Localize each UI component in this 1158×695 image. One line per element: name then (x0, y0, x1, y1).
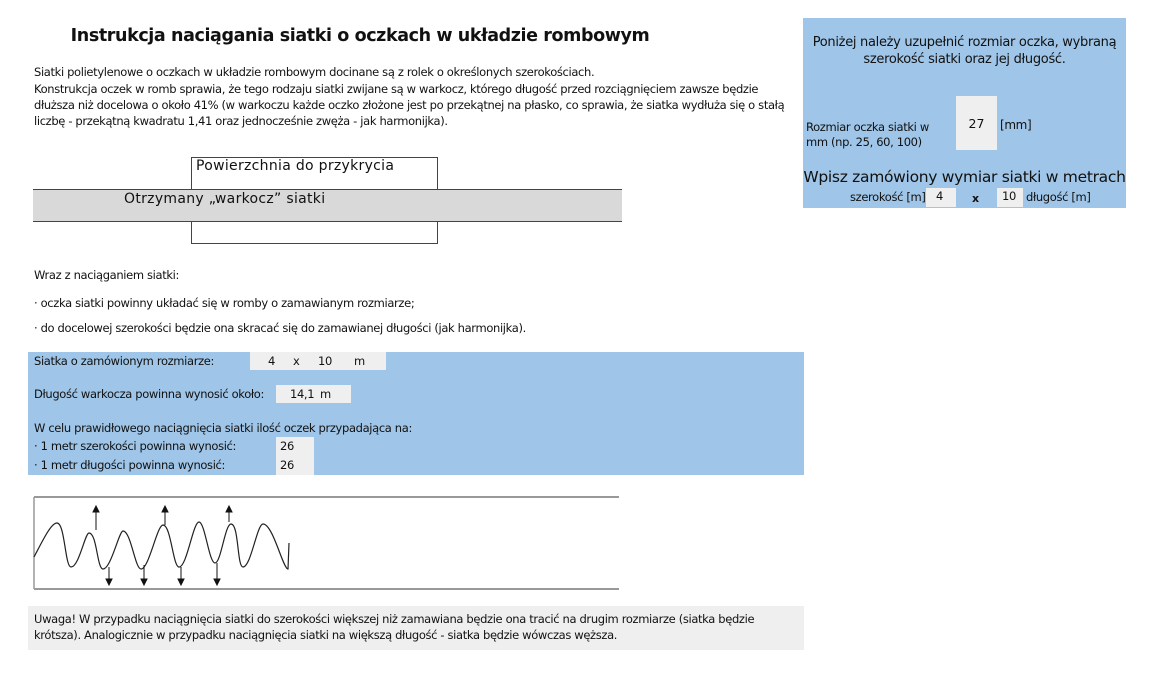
page-title: Instrukcja naciągania siatki o oczkach w układzie rombowym (70, 26, 650, 46)
arrow-down-icon (178, 567, 184, 585)
intro-line: liczbę - przekątną kwadratu 1,41 oraz jednocześnie zwęża - jak harmonijka). (34, 114, 448, 128)
results-panel (28, 352, 804, 475)
mesh-size-label-line: mm (np. 25, 60, 100) (806, 135, 922, 149)
unit-m: m (354, 354, 365, 368)
per-width-label: · 1 metr szerokości powinna wynosić: (34, 439, 237, 453)
arrow-up-icon (226, 506, 232, 522)
width-label: szerokość [m] (850, 190, 926, 204)
panel-intro-line: Poniżej należy uzupełnić rozmiar oczka, wybraną (812, 35, 1117, 50)
ordered-width: 4 (268, 354, 275, 368)
note-line: krótsza). Analogicznie w przypadku naciągnięcia siatki na większą długość - siatka będzie wówczas węższa. (34, 628, 618, 642)
panel-intro (803, 34, 1126, 68)
mesh-size-unit: [mm] (1000, 118, 1032, 132)
stretch-point: · oczka siatki powinny układać się w romby o zamawianym rozmiarze; (34, 296, 415, 310)
braid-label: Otrzymany „warkocz” siatki (124, 191, 326, 207)
dims-heading: Wpisz zamówiony wymiar siatki w metrach (803, 168, 1126, 186)
stretch-heading: Wraz z naciąganiem siatki: (34, 268, 180, 282)
times-sign: x (972, 192, 979, 205)
intro-line: dłuższa niż docelowa o około 41% (w warkoczu każde oczko złożone jest po przekątnej na płasko, co sprawia, że siatka wydłuża się o stałą (34, 98, 785, 112)
mesh-size-input[interactable]: 27 (956, 96, 997, 150)
arrow-down-icon (214, 563, 220, 585)
length-input[interactable]: 10 (997, 188, 1023, 207)
ordered-label: Siatka o zamówionym rozmiarze: (34, 354, 215, 368)
intro-line: Konstrukcja oczek w romb sprawia, że tego rodzaju siatki zwijane są w warkocz, którego długość przed rozciągnięciem zawsze będzie (34, 82, 759, 96)
input-panel (803, 18, 1126, 208)
stretch-point: · do docelowej szerokości będzie ona skracać się do zamawianej długości (jak harmonijka). (34, 321, 526, 335)
times-sign: x (293, 354, 300, 368)
wave-line (34, 522, 289, 569)
braid-band (33, 189, 622, 222)
intro-line: Siatki polietylenowe o oczkach w układzie rombowym docinane są z rolek o określonych szerokościach. (34, 65, 595, 79)
ordered-length: 10 (318, 354, 332, 368)
mesh-heading: W celu prawidłowego naciągnięcia siatki ilość oczek przypadająca na: (34, 421, 412, 435)
width-input[interactable]: 4 (926, 188, 956, 207)
arrow-up-icon (93, 506, 99, 530)
note-line: Uwaga! W przypadku naciągnięcia siatki do szerokości większej niż zamawiana będzie ona tracić na drugim rozmiarze (siatka będzie (34, 612, 755, 626)
braid-length-unit: m (320, 387, 331, 401)
arrow-down-icon (106, 567, 112, 585)
mesh-size-label-line: Rozmiar oczka siatki w (806, 120, 929, 134)
arrow-down-icon (141, 565, 147, 585)
per-width-value: 26 (280, 439, 294, 453)
braid-wave-illustration (33, 495, 621, 592)
area-label: Powierzchnia do przykrycia (196, 158, 395, 174)
arrow-up-icon (162, 506, 168, 525)
braid-length-label: Długość warkocza powinna wynosić około: (34, 387, 265, 401)
panel-intro-line: szerokość siatki oraz jej długość. (863, 52, 1066, 67)
mesh-size-label (806, 120, 929, 150)
braid-length-value: 14,1 (290, 387, 315, 401)
per-length-label: · 1 metr długości powinna wynosić: (34, 458, 226, 472)
length-label: długość [m] (1026, 190, 1091, 204)
per-length-value: 26 (280, 458, 294, 472)
warning-note (28, 606, 804, 650)
